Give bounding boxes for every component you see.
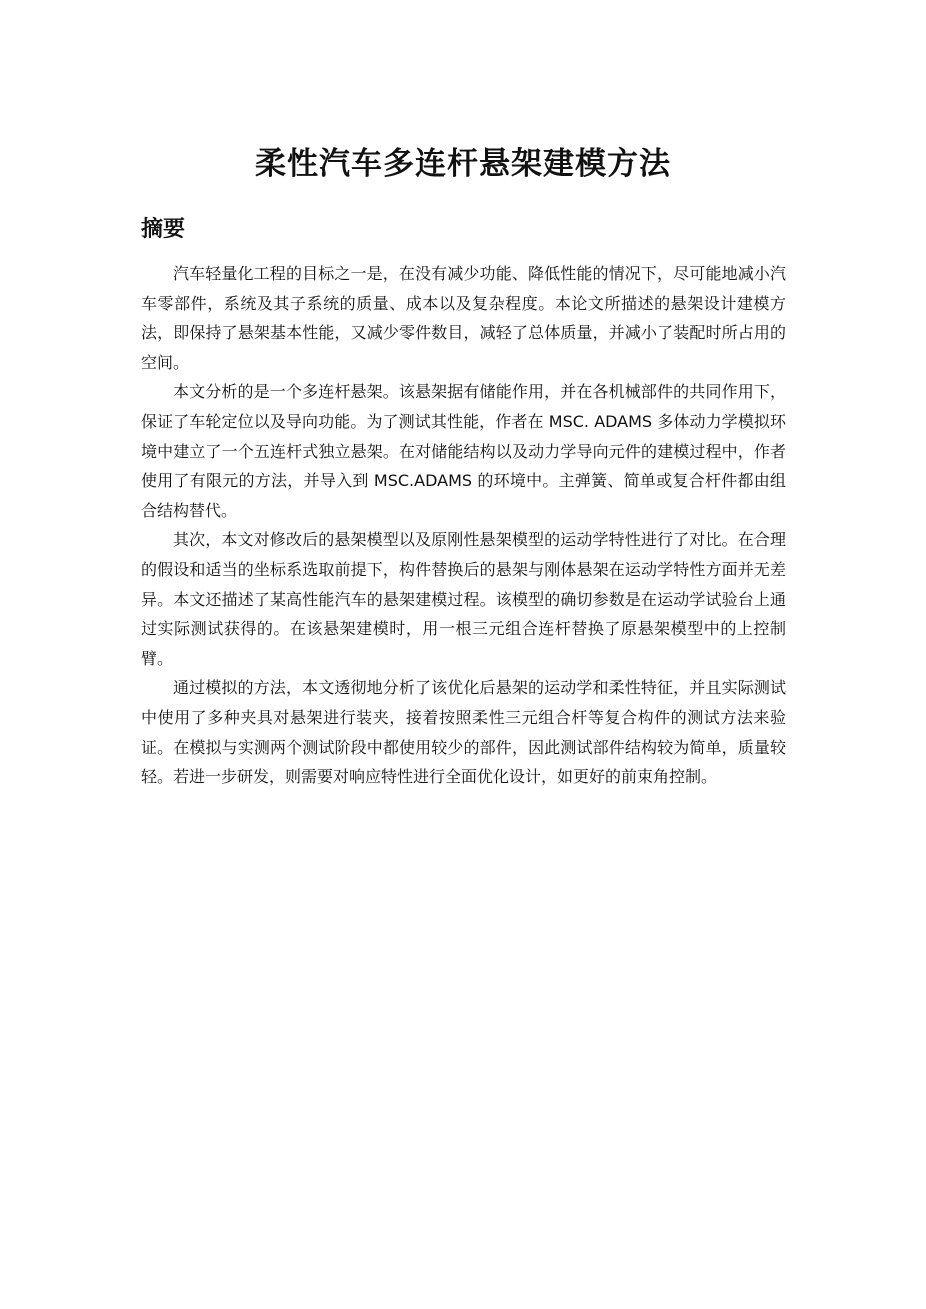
abstract-paragraph: 本文分析的是一个多连杆悬架。该悬架据有储能作用，并在各机械部件的共同作用下，保证了车轮定位以及导向功能。为了测试其性能，作者在 MSC. ADAMS 多体动力学模拟环境中建立了一个五连杆式独立悬架。在对储能结构以及动力学导向元件的建模过程中，作者使用了有限元的方法，并导入到 MSC.ADAMS 的环境中。主弹簧、简单或复合杆件都由组合结构替代。	[141, 382, 786, 520]
document-title: 柔性汽车多连杆悬架建模方法	[255, 146, 671, 182]
abstract-paragraph: 通过模拟的方法，本文透彻地分析了该优化后悬架的运动学和柔性特征，并且实际测试中使用了多种夹具对悬架进行装夹，接着按照柔性三元组合杆等复合构件的测试方法来验证。在模拟与实测两个测试阶段中都使用较少的部件，因此测试部件结构较为简单，质量较轻。若进一步研发，则需要对响应特性进行全面优化设计，如更好的前束角控制。	[141, 678, 786, 787]
abstract-heading: 摘要	[141, 217, 186, 242]
abstract-paragraph: 其次，本文对修改后的悬架模型以及原刚性悬架模型的运动学特性进行了对比。在合理的假设和适当的坐标系选取前提下，构件替换后的悬架与刚体悬架在运动学特性方面并无差异。本文还描述了某高性能汽车的悬架建模过程。该模型的确切参数是在运动学试验台上通过实际测试获得的。在该悬架建模时，用一根三元组合连杆替换了原悬架模型中的上控制臂。	[141, 530, 786, 668]
abstract-body	[141, 259, 786, 792]
abstract-paragraph: 汽车轻量化工程的目标之一是，在没有减少功能、降低性能的情况下，尽可能地减小汽车零部件，系统及其子系统的质量、成本以及复杂程度。本论文所描述的悬架设计建模方法，即保持了悬架基本性能，又减少零件数目，减轻了总体质量，并减小了装配时所占用的空间。	[141, 264, 786, 372]
